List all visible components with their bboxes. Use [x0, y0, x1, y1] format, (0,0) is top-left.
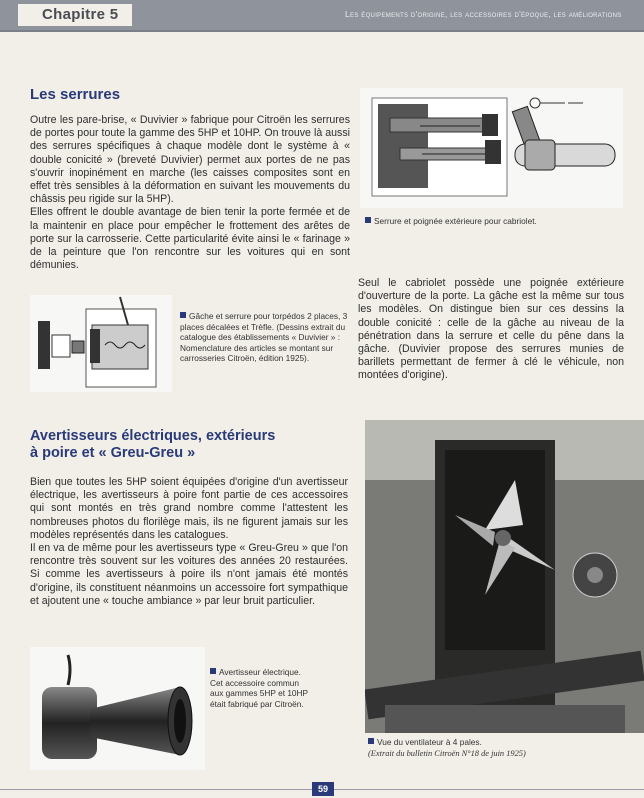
- caption-horn: [210, 667, 310, 709]
- running-title: Les équipements d'origine, les accessoires d'époque, les améliorations: [345, 9, 622, 19]
- caption-bullet-icon: [210, 668, 216, 674]
- page-number: 59: [312, 782, 334, 796]
- caption-bullet-icon: [368, 738, 374, 744]
- section-heading-horns: [30, 428, 275, 462]
- caption-lock-handle: [365, 216, 625, 227]
- figure-lock-and-handle: [360, 88, 623, 208]
- horn-photo: [30, 647, 205, 770]
- caption-bullet-icon: [180, 312, 186, 318]
- locks-paragraph-2: Elles offrent le double avantage de bien tenir la porte fermée et de la maintenir en place pour empêcher le frottement des arêtes de porte sur la carrosserie. Cette particularité évite ainsi le « farinage » de la peinture que l'on rencontre sur les voitures qui en sont démunies.: [30, 206, 350, 272]
- figure-horn: [30, 647, 205, 770]
- caption-striker: [180, 311, 360, 364]
- locks-paragraph-1: Outre les pare-brise, « Duvivier » fabrique pour Citroën les serrures de portes pour toute la gamme des 5HP et 10HP. On trouve là aussi des serrures spécifiques à chaque modèle dont le système à « double conicité » (breveté Duvivier) permet aux portes de ne pas s'ouvrir inopinément en marche (les caisses composites sont en effet très sensibles à la déformation en suivant les mouvements du châssis peu rigide sur la 5HP).: [30, 114, 350, 206]
- cabriolet-paragraph-text: Seul le cabriolet possède une poignée extérieure d'ouverture de la porte. La gâche est la même sur tous les modèles. On distingue bien sur ces dessins la double conicité : celle de la gâche au niveau de la pénétration dans la serrure et celle du pêne dans la gâche. (Duvivier propose des serrures munies de barillets permettant de fermer à clé le véhicule, non montées d'origine).: [358, 277, 624, 382]
- horns-paragraph-2: Il en va de même pour les avertisseurs type « Greu-Greu » que l'on rencontre très souvent sur les voitures des années 20 restaurées. Si comme les avertisseurs à poire ils n'ont jamais été montés d'origine, ils constituent néanmoins un accessoire fort sympathique et ajoutent une « touche ambiance » par leur bruit particulier.: [30, 542, 348, 607]
- locks-body: [30, 114, 350, 272]
- horns-heading-line-2: à poire et « Greu-Greu »: [30, 445, 196, 461]
- figure-striker: [30, 295, 172, 392]
- horns-body: [30, 476, 348, 608]
- caption-horn-text: Avertisseur électrique. Cet accessoire commun aux gammes 5HP et 10HP était fabriqué par Citroën.: [210, 667, 308, 709]
- chapter-label: Chapitre 5: [28, 4, 132, 26]
- lock-handle-drawing: [360, 88, 623, 208]
- header-rule: [0, 30, 644, 32]
- caption-bullet-icon: [365, 217, 371, 223]
- section-heading-locks: Les serrures: [30, 86, 121, 103]
- caption-fan: [368, 737, 618, 759]
- fan-photo: [365, 420, 644, 733]
- horns-heading-line-1: Avertisseurs électriques, extérieurs: [30, 428, 276, 444]
- figure-fan-photo: [365, 420, 644, 733]
- caption-striker-text: Gâche et serrure pour torpédos 2 places, 3 places décalées et Trèfle. (Dessins extrait du catalogue des établissements « Duvivier » : Nomenclature des articles se montant sur carrosseries Citroën, édition 1925).: [180, 311, 348, 364]
- caption-fan-source: (Extrait du bulletin Citroën N°18 de juin 1925): [368, 748, 526, 758]
- caption-fan-text: Vue du ventilateur à 4 pales.: [377, 737, 482, 747]
- cabriolet-paragraph: [358, 277, 624, 383]
- striker-drawing: [30, 295, 172, 392]
- caption-lock-handle-text: Serrure et poignée extérieure pour cabriolet.: [374, 216, 537, 226]
- horns-paragraph-1: Bien que toutes les 5HP soient équipées d'origine d'un avertisseur électrique, les avertisseurs à poire font partie de ces accessoires qui sont montés en très grand nombre comme l'attestent les nombreuses photos du florilège mais, ils ne figurent jamais sur les modèles représentés dans les catalogues.: [30, 476, 348, 541]
